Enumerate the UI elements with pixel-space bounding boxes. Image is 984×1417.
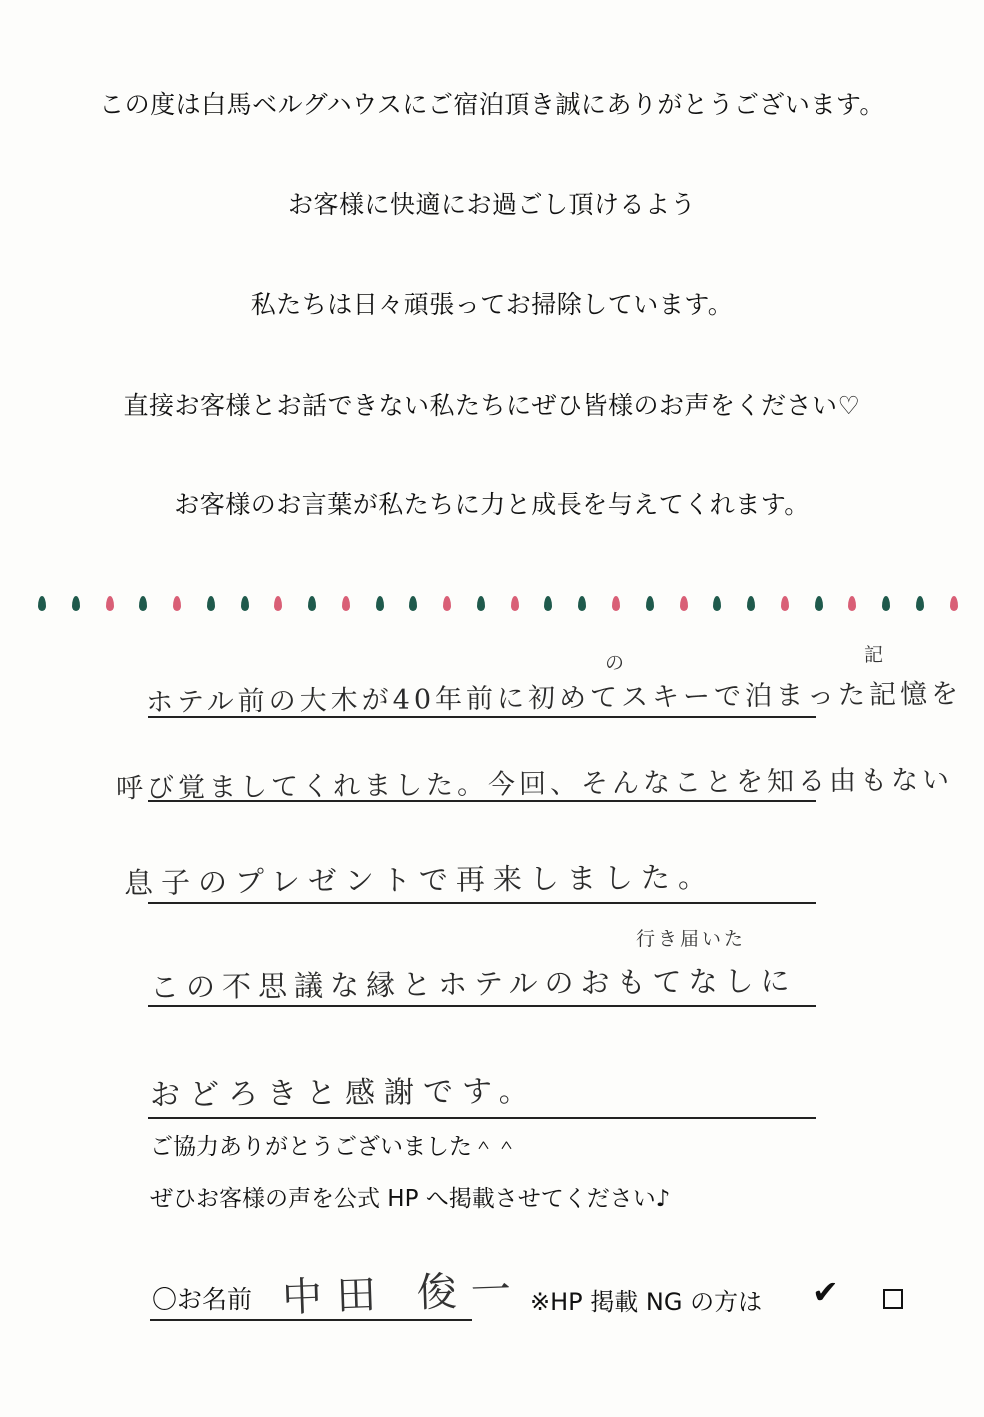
handwritten-insert-ikitodoita: 行き届いた	[636, 928, 747, 950]
intro-line-3: 私たちは日々頑張ってお掃除しています。	[250, 290, 734, 319]
divider-dot	[680, 596, 688, 611]
divider-dot	[443, 596, 451, 611]
name-label: 〇お名前	[152, 1285, 253, 1314]
divider-dot	[511, 596, 519, 611]
divider-dot	[207, 596, 215, 611]
divider-dot	[747, 596, 755, 611]
writing-line	[148, 902, 816, 904]
divider-dot	[544, 596, 552, 611]
handwritten-line-1: ホテル前の大木が40年前に初めてスキーで泊まった記憶を	[145, 678, 963, 719]
divider-dot	[139, 596, 147, 611]
writing-line	[148, 1117, 816, 1119]
divider-dot	[72, 596, 80, 611]
divider-dot	[241, 596, 249, 611]
divider-dot	[38, 596, 46, 611]
thanks-line-2: ぜひお客様の声を公式 HP へ掲載させてください♪	[150, 1186, 671, 1212]
hp-ng-checkbox[interactable]	[883, 1289, 903, 1309]
divider-dot	[882, 596, 890, 611]
intro-line-4: 直接お客様とお話できない私たちにぜひ皆様のお声をください♡	[123, 391, 861, 420]
intro-line-2: お客様に快適にお過ごし頂けるよう	[287, 190, 696, 219]
handwritten-line-5: おどろきと感謝です。	[149, 1073, 538, 1114]
divider-dot	[308, 596, 316, 611]
divider-dot	[376, 596, 384, 611]
name-value: 中田 俊一	[281, 1266, 526, 1322]
divider-dot	[646, 596, 654, 611]
intro-line-1: この度は白馬ベルグハウスにご宿泊頂き誠にありがとうございます。	[99, 90, 885, 119]
check-icon: ✔	[812, 1273, 839, 1311]
divider-dot	[950, 596, 958, 611]
intro-line-5: お客様のお言葉が私たちに力と成長を与えてくれます。	[174, 490, 810, 519]
divider-dot	[578, 596, 586, 611]
hp-ng-label: ※HP 掲載 NG の方は	[530, 1288, 763, 1316]
divider-dot	[274, 596, 282, 611]
divider-dot	[848, 596, 856, 611]
divider-dot	[477, 596, 485, 611]
handwritten-insert-ki: 記	[864, 644, 887, 666]
divider-dot	[713, 596, 721, 611]
thanks-line-1: ご協力ありがとうございました＾＾	[150, 1134, 518, 1160]
handwritten-insert-no: の	[605, 652, 628, 674]
divider-dot	[106, 596, 114, 611]
divider-dot	[409, 596, 417, 611]
divider-dot	[815, 596, 823, 611]
divider-dot	[173, 596, 181, 611]
handwritten-line-2: 呼び覚ましてくれました。今回、そんなことを知る由もない	[115, 764, 954, 805]
handwritten-line-3: 息子のプレゼントで再来しました。	[123, 859, 716, 901]
dotted-divider	[38, 596, 958, 622]
divider-dot	[612, 596, 620, 611]
divider-dot	[916, 596, 924, 611]
divider-dot	[781, 596, 789, 611]
divider-dot	[342, 596, 350, 611]
handwritten-line-4: この不思議な縁とホテルのおもてなしに	[149, 963, 797, 1005]
name-underline	[150, 1319, 472, 1321]
